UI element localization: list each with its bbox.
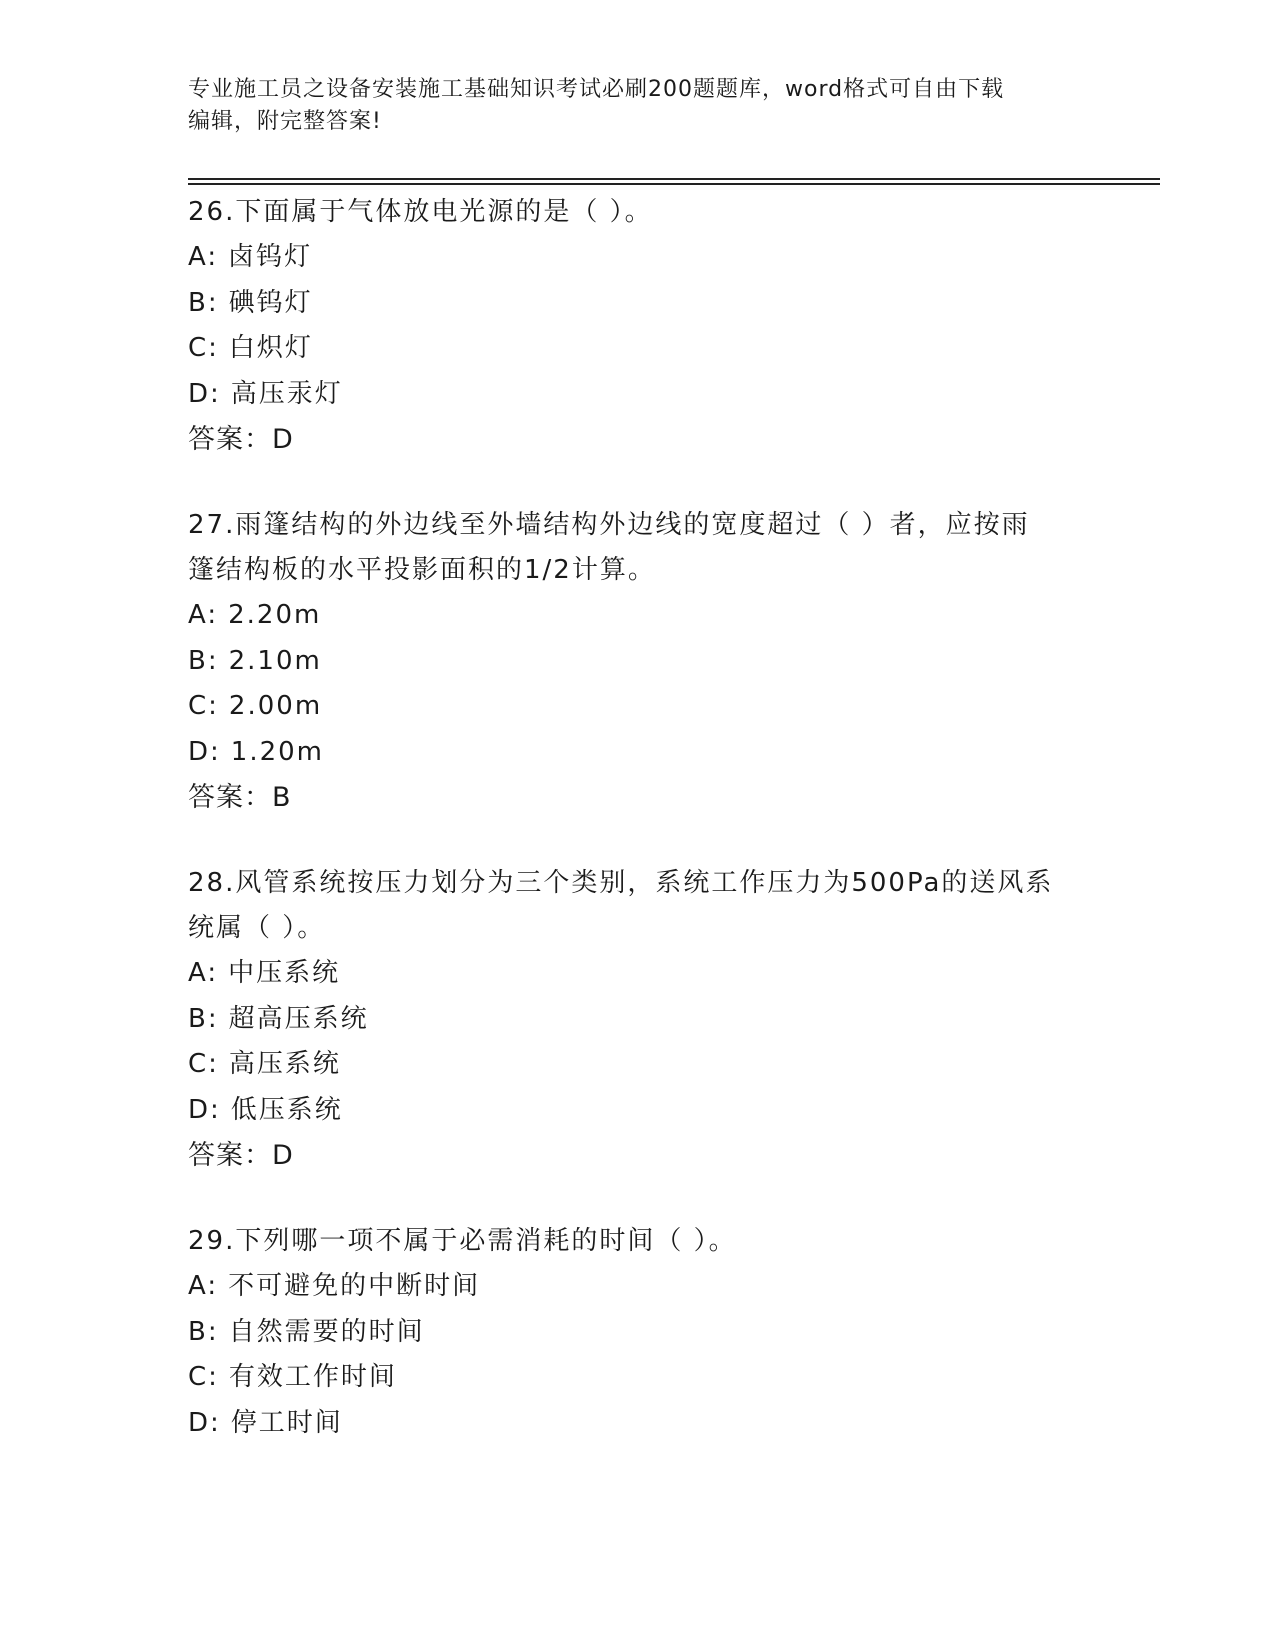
header-divider-bottom (188, 183, 1160, 185)
option-text: 高压汞灯 (230, 378, 343, 409)
option-label: B: (188, 287, 219, 318)
option-b (188, 639, 1088, 685)
option-a (188, 593, 1088, 639)
option-label: A: (188, 600, 219, 630)
option-text: 白炽灯 (228, 333, 313, 363)
option-text: 不可避免的中断时间 (228, 1271, 481, 1301)
option-text: 中压系统 (228, 958, 341, 988)
option-text: 停工时间 (230, 1407, 343, 1438)
option-text: 自然需要的时间 (228, 1316, 425, 1347)
question-block (188, 503, 1088, 821)
option-label: A: (188, 958, 219, 988)
option-c (188, 684, 1088, 730)
question-text: 27.雨篷结构的外边线至外墙结构外边线的宽度超过（ ）者，应按雨 (188, 510, 1030, 540)
header-line-2: 编辑，附完整答案! (188, 109, 382, 134)
option-c (188, 1042, 1088, 1088)
question-block (188, 861, 1088, 1179)
header-divider-top (188, 178, 1160, 180)
option-b (188, 997, 1088, 1043)
option-text: 碘钨灯 (228, 287, 313, 318)
question-block (188, 190, 1088, 463)
option-label: A: (188, 1271, 219, 1301)
option-b (188, 1310, 1088, 1356)
question-list (188, 190, 1088, 1486)
option-label: C: (188, 691, 219, 721)
option-b (188, 281, 1088, 327)
option-label: A: (188, 242, 219, 272)
option-text: 2.10m (228, 645, 322, 676)
option-label: D: (188, 736, 221, 767)
option-d (188, 372, 1088, 418)
option-d (188, 1088, 1088, 1134)
option-c (188, 326, 1088, 372)
question-text-continued: 篷结构板的水平投影面积的1/2计算。 (188, 555, 656, 585)
option-label: C: (188, 333, 219, 363)
option-c (188, 1355, 1088, 1401)
option-label: B: (188, 1316, 219, 1347)
option-d (188, 730, 1088, 776)
answer-line: 答案：B (188, 782, 292, 813)
option-text: 超高压系统 (228, 1003, 369, 1034)
option-text: 卤钨灯 (228, 242, 313, 272)
header-line-1: 专业施工员之设备安装施工基础知识考试必刷200题题库，word格式可自由下载 (188, 77, 1005, 102)
option-label: D: (188, 378, 221, 409)
question-text-continued: 统属（ ）。 (188, 913, 326, 943)
option-label: D: (188, 1407, 221, 1438)
question-text: 28.风管系统按压力划分为三个类别，系统工作压力为500Pa的送风系 (188, 868, 1054, 898)
question-block (188, 1219, 1088, 1446)
option-text: 2.20m (228, 600, 322, 630)
option-text: 2.00m (228, 691, 323, 721)
option-text: 高压系统 (228, 1049, 341, 1079)
option-label: C: (188, 1362, 219, 1392)
option-a (188, 1264, 1088, 1310)
document-header (188, 74, 1068, 138)
question-text: 26.下面属于气体放电光源的是（ ）。 (188, 197, 653, 227)
option-a (188, 951, 1088, 997)
option-label: D: (188, 1094, 221, 1125)
question-text: 29.下列哪一项不属于必需消耗的时间（ ）。 (188, 1226, 737, 1256)
option-text: 低压系统 (230, 1094, 343, 1125)
option-d (188, 1401, 1088, 1447)
answer-line: 答案：D (188, 424, 294, 455)
option-a (188, 235, 1088, 281)
answer-line: 答案：D (188, 1140, 294, 1171)
option-label: B: (188, 1003, 219, 1034)
option-label: C: (188, 1049, 219, 1079)
option-text: 有效工作时间 (228, 1362, 397, 1392)
option-text: 1.20m (230, 736, 324, 767)
option-label: B: (188, 645, 219, 676)
